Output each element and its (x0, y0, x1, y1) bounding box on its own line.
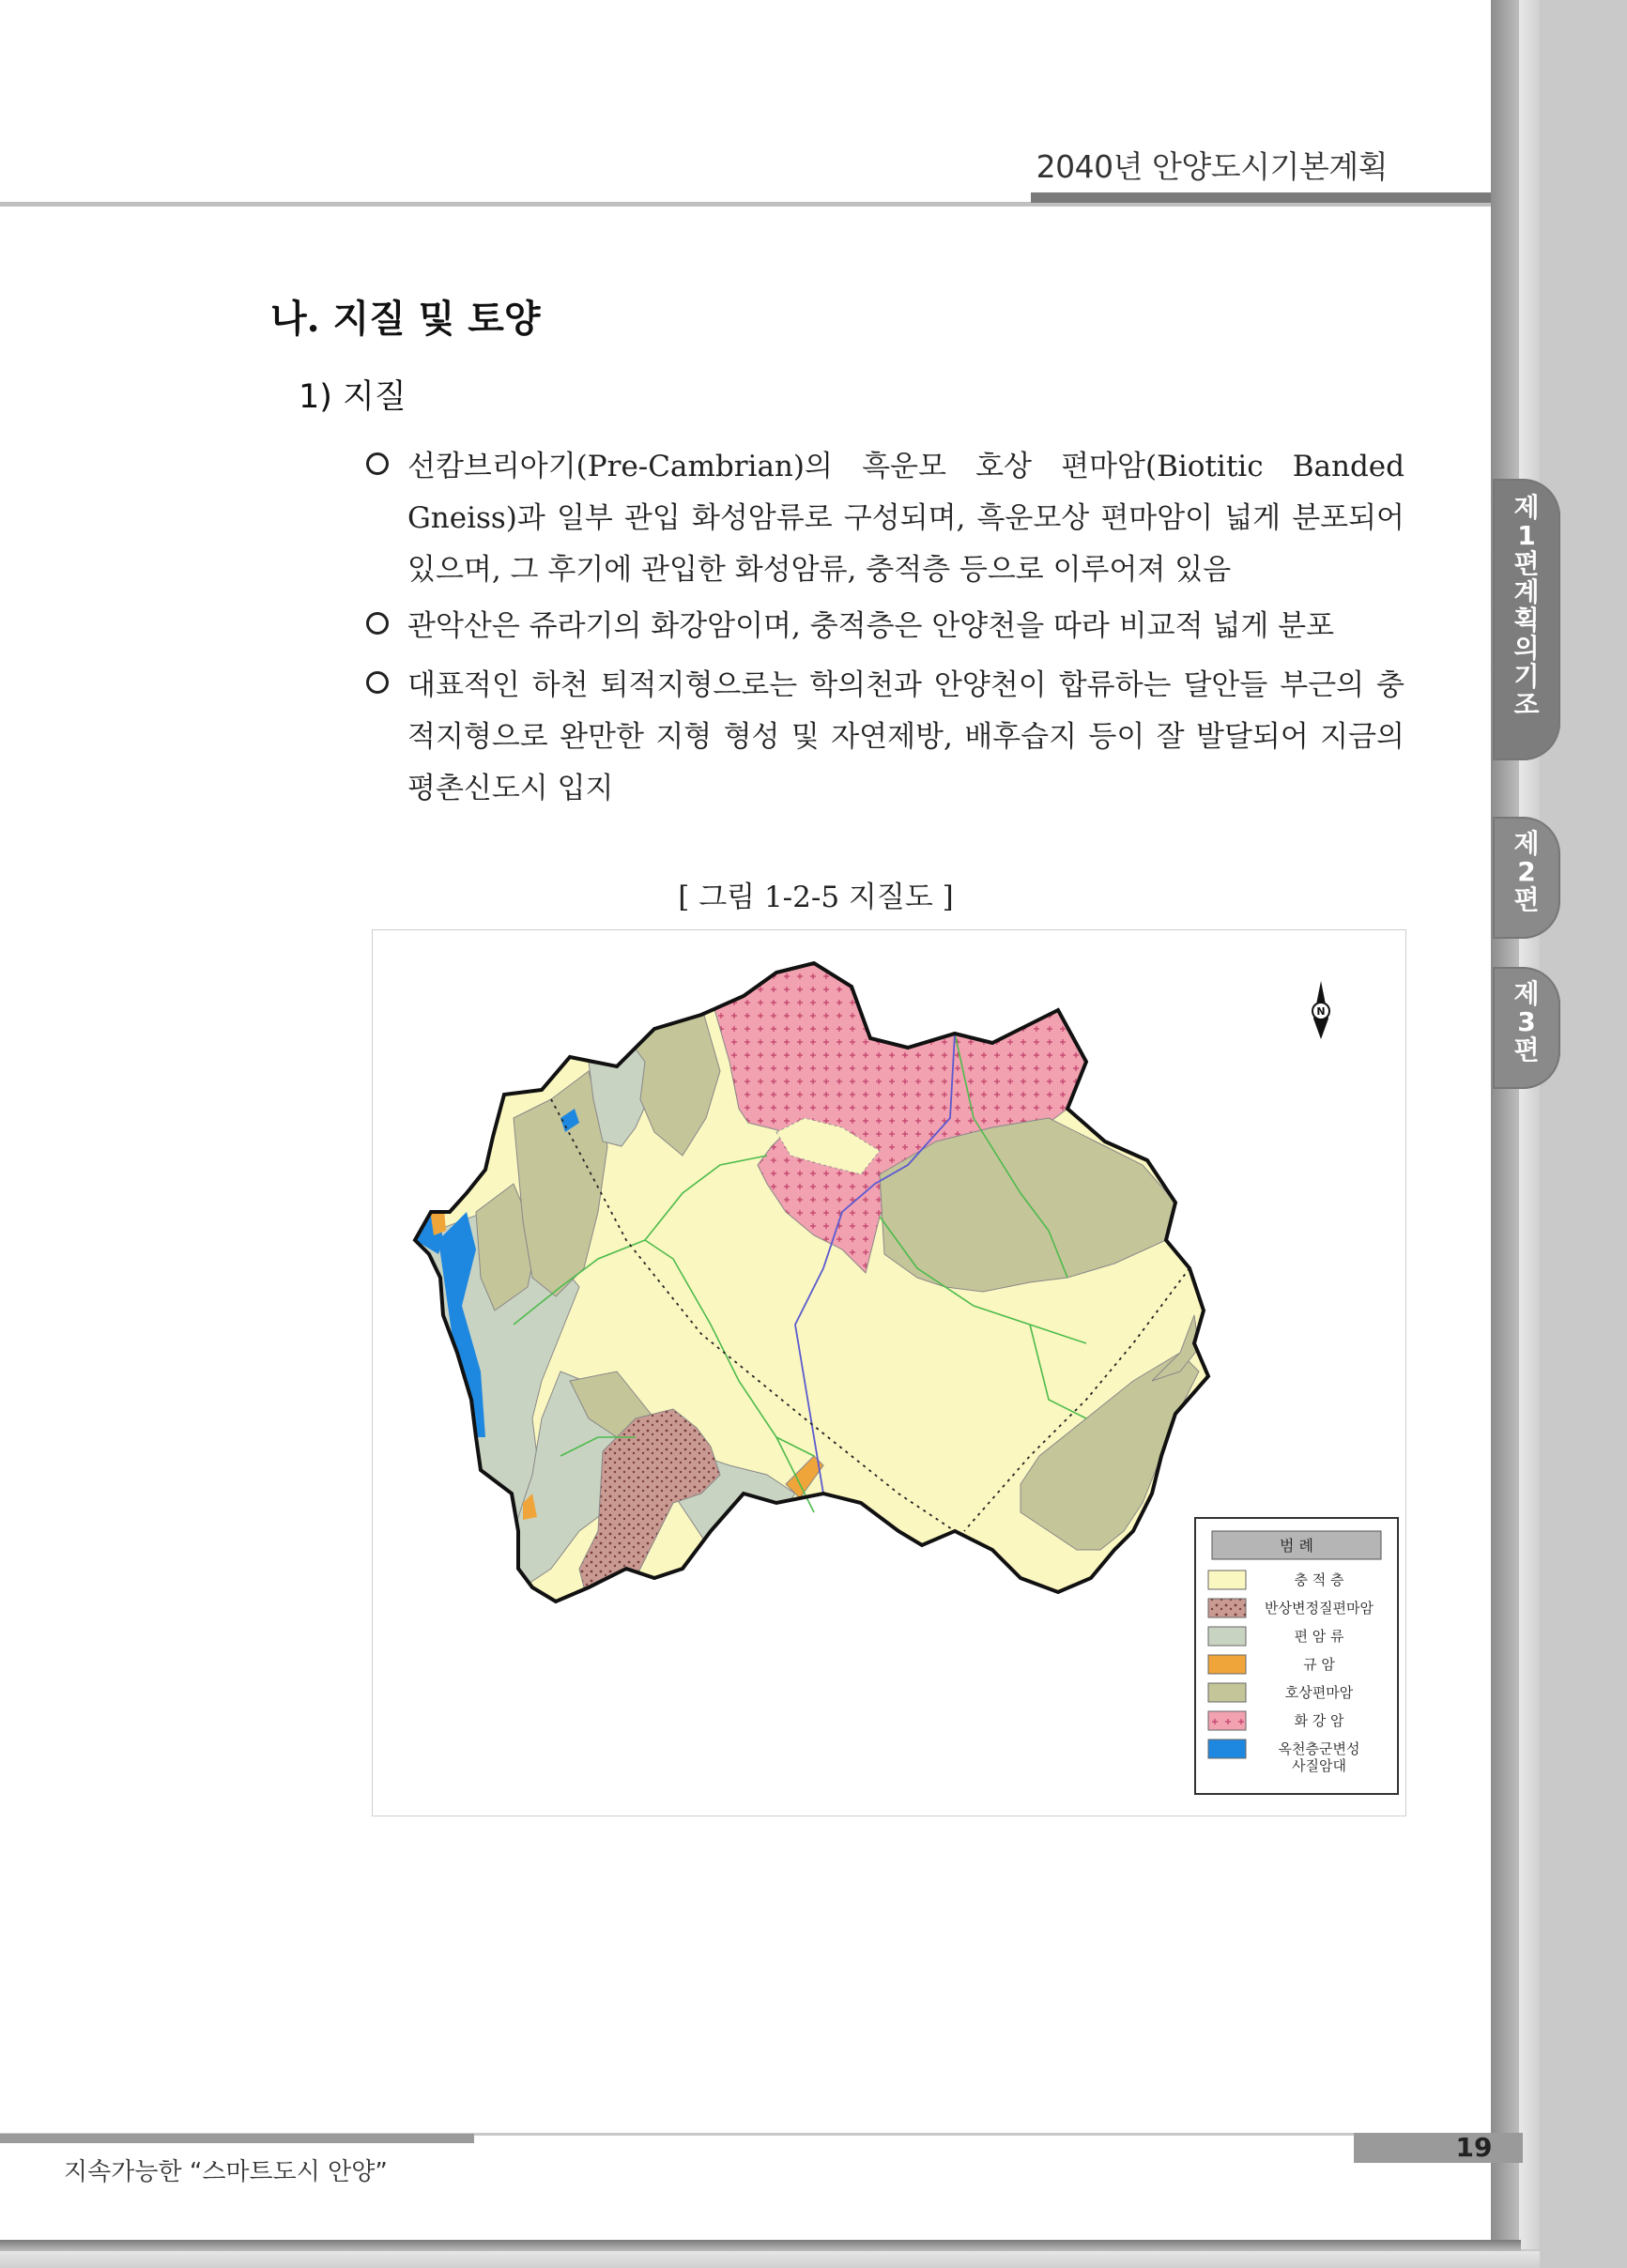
legend-label: 사질암대 (1292, 1757, 1346, 1774)
running-title: 2040년 안양도시기본계획 (1036, 148, 1388, 185)
side-tab-part1[interactable] (1493, 479, 1560, 760)
legend-label: 반상변정질편마암 (1265, 1600, 1374, 1617)
circle-bullet-icon (366, 671, 389, 694)
page-edge-bottom-outer (0, 2251, 1540, 2268)
legend-label: 화 강 암 (1294, 1712, 1344, 1729)
side-tab-label: 제 3 편 (1513, 978, 1540, 1065)
footer-text: 지속가능한 “스마트도시 안양” (64, 2158, 388, 2186)
legend-swatch (1208, 1711, 1246, 1730)
bullet-paragraph (370, 441, 1404, 596)
paragraph-text: 대표적인 하천 퇴적지형으로는 학의천과 안양천이 합류하는 달안들 부근의 충적지형으로 완만한 지형 형성 및 자연제방, 배후습지 등이 잘 발달되어 지금의 평촌신도시 입지 (407, 668, 1404, 805)
subsection-title: 1) 지질 (299, 378, 407, 416)
paragraph-text: 선캄브리아기(Pre-Cambrian)의 흑운모 호상 편마암(Biotitic Banded Gneiss)과 일부 관입 화성암류로 구성되며, 흑운모상 편마암이 넓게 분포되어 있으며, 그 후기에 관입한 화성암류, 충적층 등으로 이루어져 있음 (407, 450, 1404, 587)
side-tab-part2[interactable] (1493, 817, 1560, 939)
page-number: 19 (1455, 2132, 1493, 2163)
bullet-paragraph (370, 601, 1404, 652)
north-label: N (1316, 1005, 1326, 1018)
legend-swatch (1208, 1571, 1246, 1589)
page-edge-outer (1519, 0, 1540, 2249)
legend-label: 규 암 (1303, 1656, 1335, 1673)
legend-swatch (1208, 1599, 1246, 1617)
side-tab-label: 제 2 편 (1513, 828, 1540, 915)
header-rule-accent (1031, 192, 1491, 203)
legend-label: 충 적 층 (1294, 1571, 1344, 1588)
side-tab-label: 제 1 편 계 획 의 기 조 (1513, 492, 1540, 720)
side-tab-part3[interactable] (1493, 967, 1560, 1089)
map-legend (1195, 1518, 1398, 1794)
figure-caption: [ 그림 1-2-5 지질도 ] (678, 881, 954, 914)
page-edge-bottom (0, 2240, 1521, 2251)
legend-swatch (1208, 1655, 1246, 1674)
bullet-paragraph (370, 660, 1404, 815)
section-title: 나. 지질 및 토양 (270, 297, 541, 341)
legend-label: 호상편마암 (1284, 1684, 1354, 1701)
page-edge (1491, 0, 1519, 2240)
legend-swatch (1208, 1683, 1246, 1702)
footer-rule-accent (0, 2134, 474, 2143)
circle-bullet-icon (366, 452, 389, 475)
circle-bullet-icon (366, 612, 389, 635)
legend-title: 범 례 (1280, 1537, 1313, 1555)
geology-map (372, 929, 1406, 1816)
legend-swatch (1208, 1739, 1246, 1758)
legend-swatch (1208, 1627, 1246, 1646)
north-arrow-icon (1312, 981, 1329, 1039)
paragraph-text: 관악산은 쥬라기의 화강암이며, 충적층은 안양천을 따라 비교적 넓게 분포 (407, 609, 1335, 643)
legend-label: 편 암 류 (1294, 1628, 1344, 1645)
legend-label: 옥천층군변성 (1278, 1740, 1360, 1757)
geology-map-svg (373, 930, 1405, 1816)
